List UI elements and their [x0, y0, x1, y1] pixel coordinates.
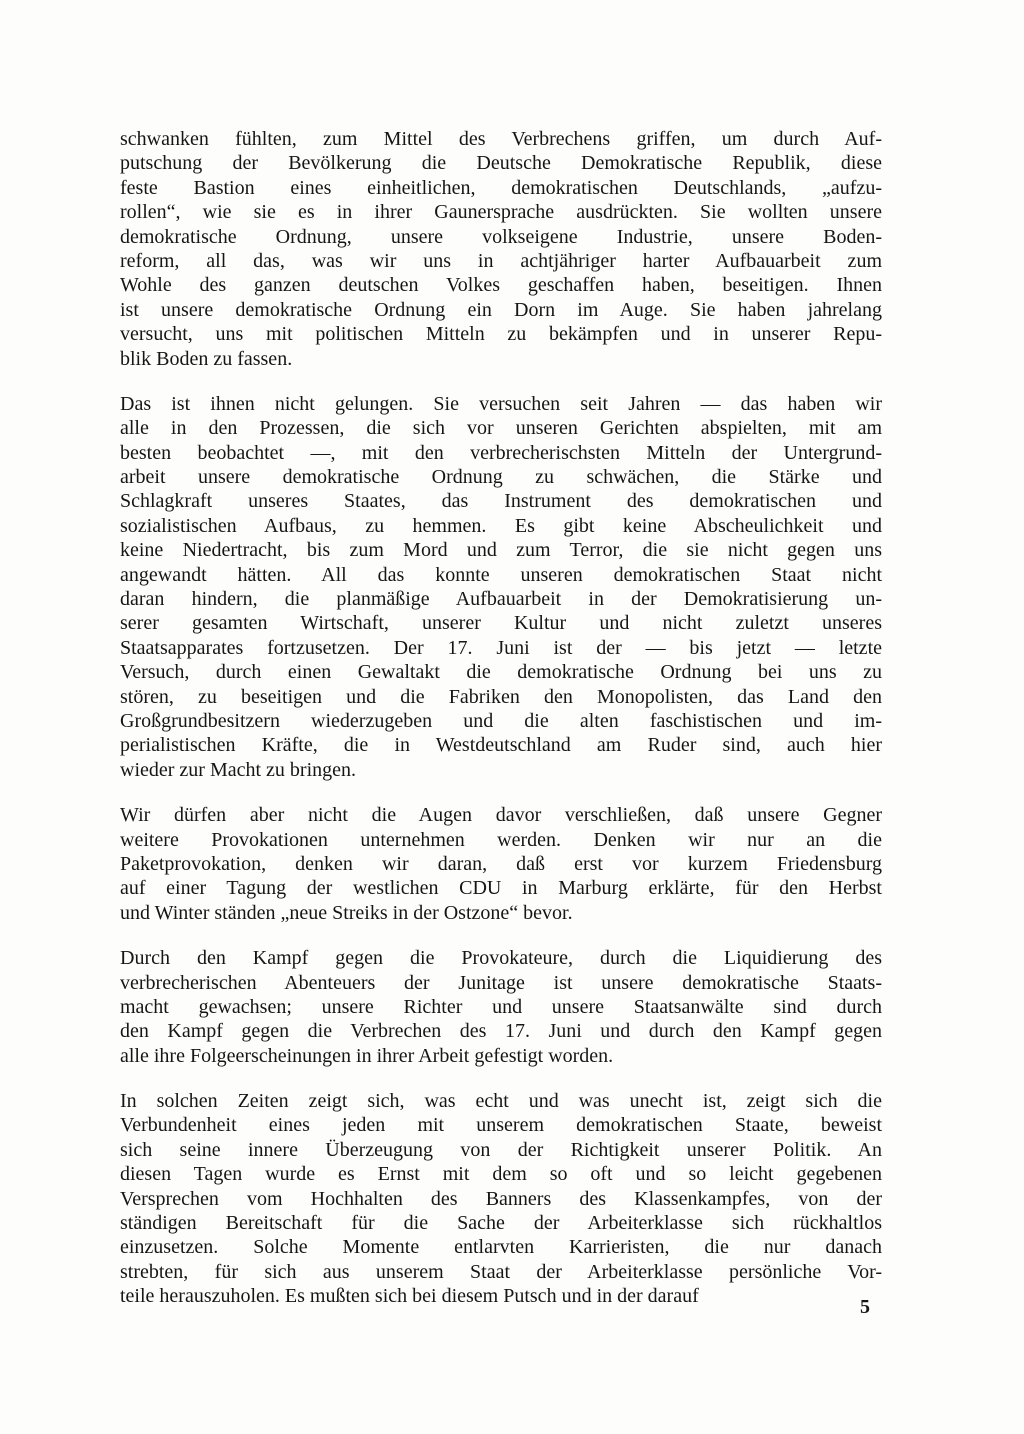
text-line: Verbundenheit eines jeden mit unserem demokratischen Staate, beweist [120, 1114, 882, 1137]
text-line: stören, zu beseitigen und die Fabriken den Monopolisten, das Land den [120, 685, 882, 708]
text-line: Versuch, durch einen Gewaltakt die demokratische Ordnung bei uns zu [120, 661, 882, 684]
text-line: demokratische Ordnung, unsere volkseigene Industrie, unsere Boden- [120, 225, 882, 248]
text-line: Großgrundbesitzern wiederzugeben und die alten faschistischen und im- [120, 709, 882, 732]
text-line: strebten, für sich aus unserem Staat der Arbeiterklasse persönliche Vor- [120, 1260, 882, 1283]
paragraph [120, 1089, 882, 1309]
text-line: teile herauszuholen. Es mußten sich bei diesem Putsch und in der darauf [120, 1285, 699, 1308]
text-line: perialistischen Kräfte, die in Westdeutschland am Ruder sind, auch hier [120, 734, 882, 757]
text-line: Das ist ihnen nicht gelungen. Sie versuchen seit Jahren — das haben wir [120, 392, 882, 415]
text-line: auf einer Tagung der westlichen CDU in Marburg erklärte, für den Herbst [120, 877, 882, 900]
text-line: feste Bastion eines einheitlichen, demokratischen Deutschlands, „aufzu- [120, 176, 882, 199]
text-line: Staatsapparates fortzusetzen. Der 17. Juni ist der — bis jetzt — letzte [120, 636, 882, 659]
text-line: ständigen Bereitschaft für die Sache der Arbeiterklasse sich rückhaltlos [120, 1212, 882, 1235]
paragraph [120, 946, 882, 1068]
text-line: einzusetzen. Solche Momente entlarvten Karrieristen, die nur danach [120, 1236, 882, 1259]
text-line: daran hindern, die planmäßige Aufbauarbeit in der Demokratisierung un- [120, 588, 882, 611]
text-line: putschung der Bevölkerung die Deutsche Demokratische Republik, diese [120, 152, 882, 175]
text-line: Paketprovokation, denken wir daran, daß erst vor kurzem Friedensburg [120, 852, 882, 875]
text-line: schwanken fühlten, zum Mittel des Verbrechens griffen, um durch Auf- [120, 128, 882, 150]
text-line: diesen Tagen wurde es Ernst mit dem so oft und so leicht gegebenen [120, 1163, 882, 1186]
text-line: angewandt hätten. All das konnte unseren demokratischen Staat nicht [120, 563, 882, 586]
paragraph [120, 392, 882, 782]
text-line: wieder zur Macht zu bringen. [120, 758, 357, 781]
text-line: alle ihre Folgeerscheinungen in ihrer Arbeit gefestigt worden. [120, 1044, 614, 1067]
text-line: Versprechen vom Hochhalten des Banners des Klassenkampfes, von der [120, 1187, 882, 1210]
paragraph [120, 127, 882, 371]
text-line: serer gesamten Wirtschaft, unserer Kultur und nicht zuletzt unseres [120, 612, 882, 635]
text-line: Schlagkraft unseres Staates, das Instrument des demokratischen und [120, 490, 882, 513]
text-line: Durch den Kampf gegen die Provokateure, durch die Liquidierung des [120, 947, 882, 970]
text-line: verbrecherischen Abenteuers der Junitage ist unsere demokratische Staats- [120, 971, 882, 994]
text-line: und Winter ständen „neue Streiks in der Ostzone“ bevor. [120, 901, 573, 924]
text-line: sozialistischen Aufbaus, zu hemmen. Es gibt keine Abscheulichkeit und [120, 514, 882, 537]
text-line: keine Niedertracht, bis zum Mord und zum Terror, die sie nicht gegen uns [120, 539, 882, 562]
text-line: reform, all das, was wir uns in achtjähriger harter Aufbauarbeit zum [120, 249, 882, 272]
text-line: macht gewachsen; unsere Richter und unsere Staatsanwälte sind durch [120, 995, 882, 1018]
text-line: Wir dürfen aber nicht die Augen davor verschließen, daß unsere Gegner [120, 804, 882, 827]
paragraph [120, 803, 882, 925]
text-line: arbeit unsere demokratische Ordnung zu schwächen, die Stärke und [120, 466, 882, 489]
text-line: ist unsere demokratische Ordnung ein Dorn im Auge. Sie haben jahrelang [120, 298, 882, 321]
text-line: sich seine innere Überzeugung von der Richtigkeit unserer Politik. An [120, 1138, 882, 1161]
text-line: besten beobachtet —, mit den verbrecherischsten Mitteln der Untergrund- [120, 441, 882, 464]
text-line: rollen“, wie sie es in ihrer Gaunersprache ausdrückten. Sie wollten unsere [120, 201, 882, 224]
text-line: versucht, uns mit politischen Mitteln zu bekämpfen und in unserer Repu- [120, 323, 882, 346]
text-line: den Kampf gegen die Verbrechen des 17. Juni und durch den Kampf gegen [120, 1020, 882, 1043]
text-line: alle in den Prozessen, die sich vor unseren Gerichten abspielten, mit am [120, 417, 882, 440]
page-number: 5 [860, 1296, 870, 1318]
body-text [120, 127, 882, 1330]
text-line: In solchen Zeiten zeigt sich, was echt und was unecht ist, zeigt sich die [120, 1090, 882, 1113]
text-line: Wohle des ganzen deutschen Volkes geschaffen haben, beseitigen. Ihnen [120, 274, 882, 297]
text-line: weitere Provokationen unternehmen werden. Denken wir nur an die [120, 828, 882, 851]
text-line: blik Boden zu fassen. [120, 347, 293, 370]
